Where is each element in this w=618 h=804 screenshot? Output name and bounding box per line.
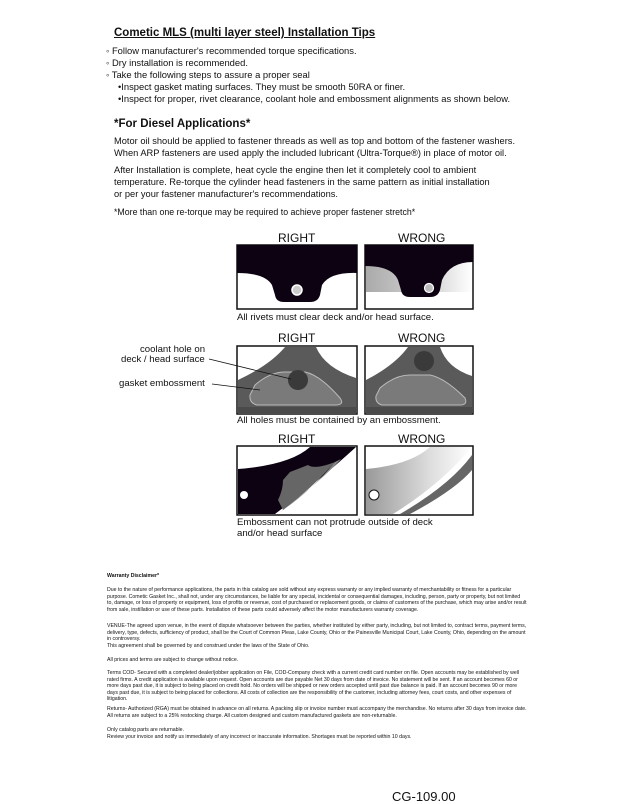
tip-text: Dry installation is recommended. — [111, 57, 248, 68]
diesel-para1-line: When ARP fasteners are used apply the included lubricant (Ultra-Torque®) in place of motor oil. — [114, 148, 507, 158]
subtip-item: •Inspect gasket mating surfaces. They must be smooth 50RA or finer. — [118, 81, 406, 92]
returnable-note: Only catalog parts are returnable. — [107, 727, 184, 733]
subtip-text: Inspect for proper, rivet clearance, coolant hole and embossment alignments as shown below. — [121, 93, 511, 104]
wrong-label: WRONG — [398, 331, 446, 345]
callout-coolant-hole: deck / head surface — [121, 354, 205, 365]
wrong-label: WRONG — [398, 432, 446, 446]
warranty-heading: Warranty Disclaimer* — [107, 573, 159, 579]
returns-paragraph: Returns- Authorized (RGA) must be obtained in advance on all returns. A packing slip or invoice number must accompany the merchandise. No returns after 30 days from invoice date. All returns are subject to a 25% restocking charge. All custom designed and custom manufactured gaskets are non-returnable. — [107, 706, 527, 719]
warranty-paragraph: Due to the nature of performance applications, the parts in this catalog are sold without any express warranty or any implied warranty of merchantability or fitness for a particular purpose. Cometic Gasket Inc., shall not, under any circumstances, be liable for any special, incidental or consequential damages, including, person, party or property, but not limited to, damage, or loss of property or equipment, loss of profits or revenue, cost of purchased or replacement goods, or claims of customers of the purchase, which may arise and/or result from sale, instillation or use of these parts. Installation of these parts could adversely affect the motor manufacturers warranty coverage. — [107, 587, 527, 613]
callout-gasket-embossment: gasket embossment — [119, 378, 205, 389]
tip-item: ◦ Dry installation is recommended. — [106, 57, 248, 68]
diesel-para2-line: temperature. Re-torque the cylinder head fasteners in the same pattern as initial installation — [114, 177, 490, 187]
caption-embossment: and/or head surface — [237, 528, 323, 539]
callout-coolant-hole: coolant hole on — [140, 344, 206, 355]
tip-text: Follow manufacturer's recommended torque specifications. — [111, 45, 357, 56]
caption-embossment: Embossment can not protrude outside of deck — [237, 517, 433, 528]
embossment-wrong-diagram — [365, 446, 473, 515]
governing-law: This agreement shall be governed by and construed under the laws of the State of Ohio. — [107, 643, 310, 649]
subtip-item: •Inspect for proper, rivet clearance, coolant hole and embossment alignments as shown below. — [118, 93, 511, 104]
diesel-title: *For Diesel Applications* — [114, 118, 251, 130]
right-label: RIGHT — [278, 231, 316, 245]
hole-right-diagram — [237, 346, 357, 414]
page-title: Cometic MLS (multi layer steel) Installation Tips — [114, 27, 376, 39]
diesel-para1-line: Motor oil should be applied to fastener threads as well as top and bottom of the fastener washers. — [114, 136, 516, 146]
terms-paragraph: Terms COD- Secured with a completed dealer/jobber application on File, COD-Company check with a current credit card number on file. Open accounts may be established by well rated firms. A credit application is available upon request. Open accounts are due payable Net 30 days from date of invoice. No statement will be sent. If an account becomes 60 or more days past due, it is subject to being placed on credit hold. No orders will be shipped or new orders accepted until past due balance is paid. If an account becomes 90 or more days past due, it is subject to being placed for collections. All costs of collection are the responsibility of the customer, including attorney fees, court costs, and other expenses of litigation. — [107, 670, 520, 703]
subtip-text: Inspect gasket mating surfaces. They must be smooth 50RA or finer. — [121, 81, 406, 92]
diesel-para2-line: or per your fastener manufacturer's recommendations. — [114, 189, 338, 199]
embossment-right-diagram — [237, 446, 357, 515]
review-note: Review your invoice and notify us immediately of any incorrect or inaccurate information. Shortages must be reported within 10 days. — [107, 734, 412, 740]
tip-item: ◦ Take the following steps to assure a proper seal — [106, 69, 310, 80]
wrong-label: WRONG — [398, 231, 446, 245]
diesel-note: *More than one re-torque may be required to achieve proper fastener stretch* — [114, 207, 416, 217]
right-label: RIGHT — [278, 331, 316, 345]
rivet-right-diagram — [237, 245, 357, 309]
hole-wrong-diagram — [365, 346, 473, 414]
diesel-para2-line: After Installation is complete, heat cycle the engine then let it completely cool to ambient — [114, 165, 477, 175]
prices-note: All prices and terms are subject to change without notice. — [107, 657, 239, 663]
right-label: RIGHT — [278, 432, 316, 446]
tip-item: ◦ Follow manufacturer's recommended torque specifications. — [106, 45, 357, 56]
tip-text: Take the following steps to assure a proper seal — [111, 69, 310, 80]
rivet-wrong-diagram — [365, 245, 473, 309]
venue-paragraph: VENUE-The agreed upon venue, in the event of dispute whatsoever between the parties, whether instituted by either party, including, but not limited to, contract terms, payment terms, delivery, type, defects, sufficiency of product, shall be the Court of Common Pleas, Lake County, Ohio or the Painesville Municipal Court, Lake County, Ohio, depending on the amount in controversy. — [107, 623, 527, 643]
page-code: CG-109.00 — [392, 789, 456, 804]
caption-rivets: All rivets must clear deck and/or head surface. — [237, 312, 434, 323]
caption-holes: All holes must be contained by an embossment. — [237, 415, 441, 426]
